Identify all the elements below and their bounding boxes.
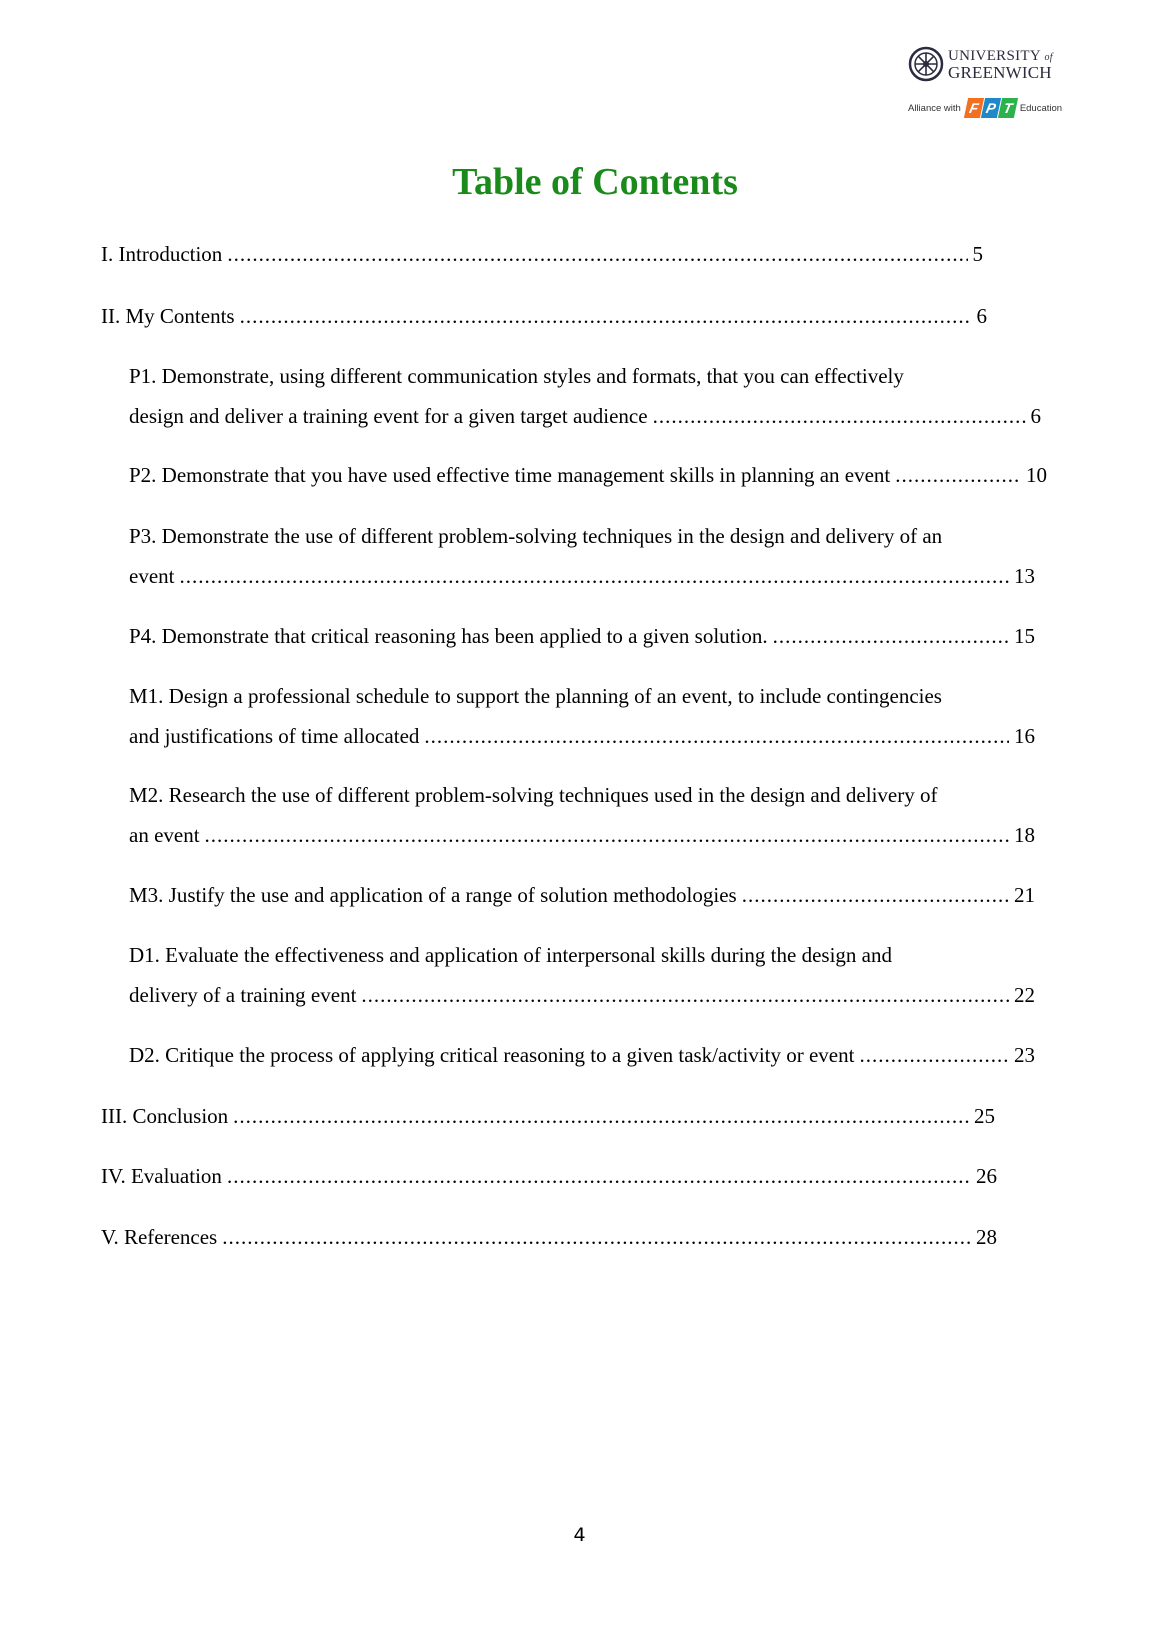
- logo-university-text: UNIVERSITY: [948, 47, 1041, 64]
- toc-entry-p1[interactable]: [129, 356, 1041, 436]
- alliance-text: Alliance with: [908, 102, 961, 114]
- toc-page-number: 22: [1014, 983, 1035, 1007]
- toc-entry-label-line1: M2. Research the use of different problem-solving techniques used in the design and delivery of: [129, 783, 938, 807]
- toc-entry-m3[interactable]: [129, 875, 1035, 915]
- toc-page-number: 6: [976, 304, 987, 328]
- toc-entry-label: P2. Demonstrate that you have used effective time management skills in planning an event: [129, 463, 891, 487]
- toc-entry-label: P4. Demonstrate that critical reasoning has been applied to a given solution.: [129, 624, 768, 648]
- toc-leader-dots: [424, 716, 1009, 756]
- toc-page-number: 23: [1014, 1043, 1035, 1067]
- toc-page-number: 21: [1014, 883, 1035, 907]
- toc-page-number: 10: [1026, 463, 1047, 487]
- toc-entry-p3[interactable]: [129, 516, 1035, 596]
- toc-entry-label: M3. Justify the use and application of a range of solution methodologies: [129, 883, 737, 907]
- toc-leader-dots: [205, 815, 1009, 855]
- toc-entry-label-line1: P3. Demonstrate the use of different problem-solving techniques in the design and delivery of an: [129, 524, 943, 548]
- toc-leader-dots: [653, 396, 1026, 436]
- toc-leader-dots: [227, 1156, 971, 1196]
- toc-entry-label-line2: design and deliver a training event for a given target audience: [129, 404, 648, 428]
- toc-entry-label: IV. Evaluation: [101, 1164, 222, 1188]
- toc-leader-dots: [222, 1217, 971, 1257]
- toc-leader-dots: [895, 455, 1021, 495]
- toc-entry-introduction[interactable]: [101, 234, 983, 274]
- toc-entry-label: V. References: [101, 1225, 218, 1249]
- toc-entry-evaluation[interactable]: [101, 1156, 997, 1196]
- toc-page-number: 5: [972, 242, 983, 266]
- logo-of-text: of: [1044, 51, 1053, 63]
- toc-entry-conclusion[interactable]: [101, 1096, 995, 1136]
- toc-entry-my-contents[interactable]: [101, 296, 987, 336]
- toc-leader-dots: [742, 875, 1009, 915]
- toc-leader-dots: [233, 1096, 969, 1136]
- toc-page-number: 6: [1030, 404, 1041, 428]
- toc-entry-label-line1: D1. Evaluate the effectiveness and application of interpersonal skills during the design and: [129, 943, 892, 967]
- toc-entry-d1[interactable]: [129, 935, 1035, 1015]
- toc-page-number: 15: [1014, 624, 1035, 648]
- toc-page-number: 18: [1014, 823, 1035, 847]
- toc-leader-dots: [859, 1035, 1009, 1075]
- toc-entry-label-line2: and justifications of time allocated: [129, 724, 420, 748]
- fpt-letter-t: T: [998, 98, 1018, 118]
- toc-entry-label: I. Introduction: [101, 242, 223, 266]
- page-title: Table of Contents: [452, 161, 738, 203]
- toc-page-number: 16: [1014, 724, 1035, 748]
- fpt-letter-f: F: [964, 98, 984, 118]
- education-text: Education: [1019, 102, 1063, 114]
- toc-leader-dots: [240, 296, 972, 336]
- toc-entry-label: II. My Contents: [101, 304, 235, 328]
- toc-leader-dots: [773, 616, 1009, 656]
- toc-leader-dots: [361, 975, 1009, 1015]
- toc-entry-d2[interactable]: [129, 1035, 1035, 1075]
- toc-entry-label: D2. Critique the process of applying critical reasoning to a given task/activity or event: [129, 1043, 855, 1067]
- toc-entry-p4[interactable]: [129, 616, 1035, 656]
- footer-page-number: 4: [573, 1524, 586, 1546]
- toc-entry-m1[interactable]: [129, 676, 1035, 756]
- toc-entry-label-line2: an event: [129, 823, 200, 847]
- toc-entry-label-line2: event: [129, 564, 175, 588]
- toc-leader-dots: [179, 556, 1009, 596]
- toc-page-number: 28: [976, 1225, 997, 1249]
- toc-entry-m2[interactable]: [129, 775, 1035, 855]
- toc-entry-label: III. Conclusion: [101, 1104, 229, 1128]
- toc-entry-label-line2: delivery of a training event: [129, 983, 357, 1007]
- toc-entry-references[interactable]: [101, 1217, 997, 1257]
- toc-entry-label-line1: M1. Design a professional schedule to support the planning of an event, to include contingencies: [129, 684, 942, 708]
- toc-page-number: 26: [976, 1164, 997, 1188]
- toc-page-number: 13: [1014, 564, 1035, 588]
- toc-leader-dots: [227, 234, 967, 274]
- fpt-letter-p: P: [981, 98, 1001, 118]
- toc-entry-p2[interactable]: [129, 455, 1047, 495]
- toc-entry-label-line1: P1. Demonstrate, using different communication styles and formats, that you can effectively: [129, 364, 904, 388]
- toc-page-number: 25: [974, 1104, 995, 1128]
- logo-greenwich-text: GREENWICH: [948, 62, 1052, 82]
